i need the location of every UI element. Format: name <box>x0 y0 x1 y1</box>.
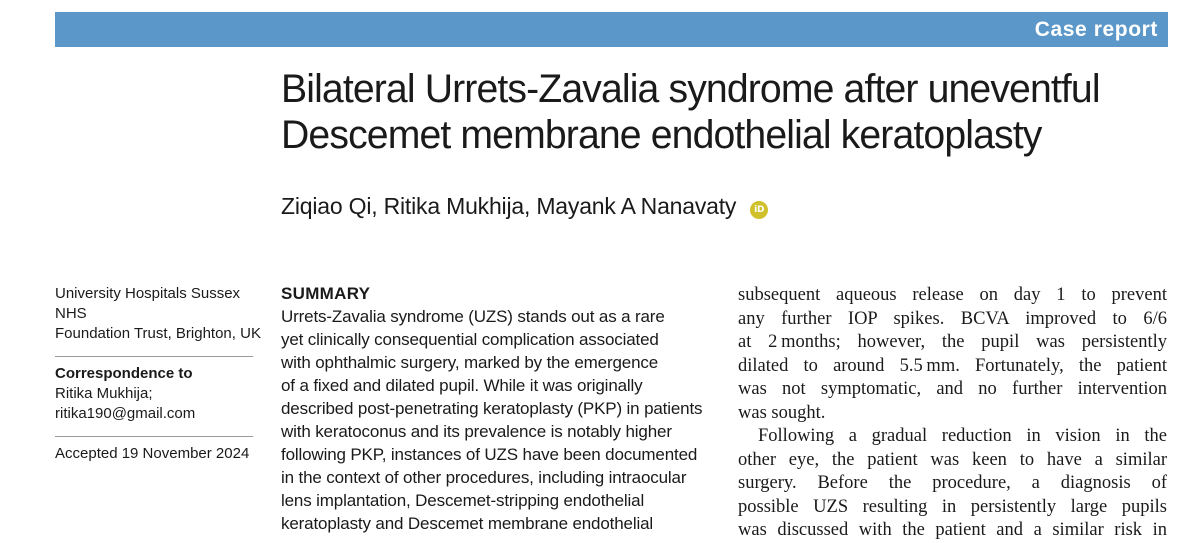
body-line: was discussed with the patient and a similar risk in <box>738 520 1167 540</box>
correspondence-heading: Correspondence to <box>55 365 193 382</box>
title-line: Descemet membrane endothelial keratoplasty <box>281 113 1042 157</box>
summary-line: following PKP, instances of UZS have been documented <box>281 445 698 464</box>
body-paragraph <box>738 425 1167 543</box>
summary-line: in the context of other procedures, including intraocular <box>281 468 687 487</box>
affiliation-line: University Hospitals Sussex NHS <box>55 285 241 322</box>
body-paragraph <box>738 284 1167 425</box>
correspondence-name: Ritika Mukhija; <box>55 385 153 402</box>
body-line: possible UZS resulting in persistently large pupils <box>738 496 1167 517</box>
summary-line: of a fixed and dilated pupil. While it was originally <box>281 376 643 395</box>
summary-heading: SUMMARY <box>281 284 371 303</box>
body-line: any further IOP spikes. BCVA improved to 6/6 <box>738 308 1167 329</box>
accepted-date: Accepted 19 November 2024 <box>55 445 250 462</box>
article-sidebar <box>55 284 270 464</box>
summary-line: described post-penetrating keratoplasty (PKP) in patients <box>281 399 703 418</box>
author-list <box>281 192 768 220</box>
title-line: Bilateral Urrets-Zavalia syndrome after uneventful <box>281 67 1100 111</box>
summary-line: keratoplasty and Descemet membrane endothelial <box>281 514 654 533</box>
affiliation-line: Foundation Trust, Brighton, UK <box>55 325 261 342</box>
summary-section <box>281 283 701 535</box>
summary-line: with keratoconus and its prevalence is notably higher <box>281 422 672 441</box>
summary-line: lens implantation, Descemet-stripping endothelial <box>281 491 645 510</box>
article-title <box>281 66 1163 158</box>
authors-text: Ziqiao Qi, Ritika Mukhija, Mayank A Nanavaty <box>281 193 737 219</box>
body-line: dilated to around 5.5 mm. Fortunately, the patient <box>738 355 1167 376</box>
body-line: was sought. <box>738 402 826 423</box>
body-line: at 2 months; however, the pupil was persistently <box>738 332 1167 352</box>
correspondence-email[interactable]: ritika190@gmail.com <box>55 405 196 422</box>
body-line: Following a gradual reduction in vision in the <box>758 426 1167 446</box>
summary-line: Urrets-Zavalia syndrome (UZS) stands out as a rare <box>281 307 665 326</box>
divider <box>55 356 253 357</box>
body-text <box>738 284 1167 543</box>
body-line: subsequent aqueous release on day 1 to prevent <box>738 285 1167 305</box>
divider <box>55 436 253 437</box>
section-label: Case report <box>1034 18 1158 41</box>
orcid-icon[interactable]: iD <box>750 201 768 219</box>
body-line: surgery. Before the procedure, a diagnosis of <box>738 473 1167 493</box>
body-line: other eye, the patient was keen to have a similar <box>738 449 1167 470</box>
summary-line: with ophthalmic surgery, marked by the emergence <box>281 353 659 372</box>
summary-line: yet clinically consequential complication associated <box>281 330 659 349</box>
body-line: was not symptomatic, and no further intervention <box>738 379 1167 399</box>
section-banner <box>55 12 1168 47</box>
